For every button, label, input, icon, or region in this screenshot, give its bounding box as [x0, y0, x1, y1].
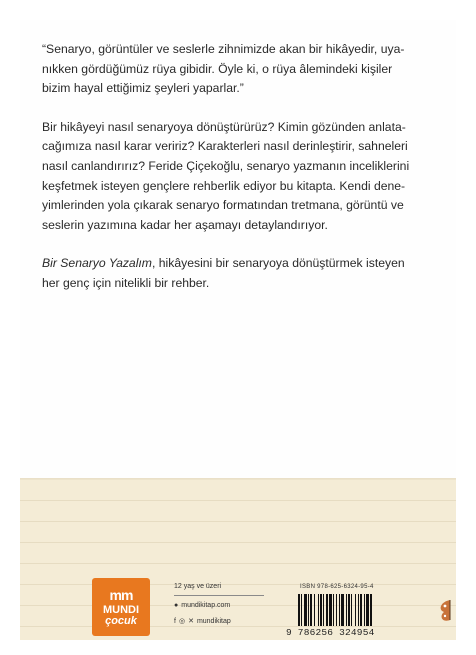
text-line: “Senaryo, görüntüler ve seslerle zihnimizde akan bir hikâyedir, uya- [42, 42, 405, 56]
barcode-bar [336, 594, 337, 626]
isbn-label: ISBN 978-625-6324-95-4 [300, 584, 374, 590]
text-line: Bir hikâyeyi nasıl senaryoya dönüştürürüz? Kimin gözünden anlata- [42, 119, 406, 134]
logo-sub: çocuk [105, 614, 137, 627]
barcode-bar [351, 594, 352, 626]
barcode-bar [318, 594, 319, 626]
social-row [174, 617, 264, 627]
text-line: cağımıza nasıl karar veririz? Karakterleri nasıl derinleştirir, sahneleri [42, 139, 408, 154]
logo-mark: mm [109, 586, 133, 603]
barcode-bar [346, 594, 347, 626]
website-text: mundikitap.com [181, 602, 231, 609]
barcode-bar [314, 594, 315, 626]
age-rating: 12 yaş ve üzeri [174, 582, 264, 596]
barcode-bar [320, 594, 322, 626]
barcode-bar [326, 594, 328, 626]
barcode-number: 9 786256 324954 [286, 627, 375, 638]
barcode-bar [310, 594, 312, 626]
barcode-bar [301, 594, 302, 626]
barcode-bar [341, 594, 344, 626]
text-line: her genç için nitelikli bir rehber. [42, 275, 210, 290]
website-row [174, 601, 264, 611]
barcode-bar [323, 594, 324, 626]
x-icon: ✕ [188, 618, 194, 625]
book-title: Bir Senaryo Yazalım [42, 256, 152, 271]
closing-text: , hikâyesini bir senaryoya dönüştürmek isteyen [151, 256, 405, 271]
barcode-bar [308, 594, 309, 626]
barcode-bar [298, 594, 300, 626]
barcode-bar [329, 594, 332, 626]
text-line [42, 254, 414, 274]
closing-paragraph [42, 254, 414, 293]
barcode [286, 580, 392, 638]
text-line: nasıl canlandırırız? Feride Çiçekoğlu, senaryo yazmanın inceliklerini [42, 158, 410, 173]
social-handle: mundikitap [196, 618, 231, 625]
barcode-bar [355, 594, 356, 626]
barcode-bar [333, 594, 334, 626]
text-line: nıkken gördüğümüz rüya gibidir. Öyle ki, o rüya âlemindeki kişiler [42, 61, 393, 76]
facebook-icon: f [174, 618, 176, 625]
publisher-info [174, 582, 264, 633]
text-line: keşfetmek isteyen gençlere rehberlik ediyor bu kitapta. Kendi dene- [42, 178, 406, 193]
text-line: seslerin yazımına kadar her aşamayı detaylandırıyor. [42, 217, 328, 232]
logo-name: MUNDI [102, 603, 140, 616]
barcode-bar [360, 594, 362, 626]
blurb [42, 40, 414, 313]
barcode-bars [298, 594, 390, 626]
text-line: bizim hayal ettiğimiz şeyleri yaparlar.” [42, 81, 244, 96]
text-line: yimlerinden yola çıkarak senaryo formatından tretmana, görüntü ve [42, 198, 404, 213]
barcode-bar [304, 594, 307, 626]
barcode-bar [339, 594, 340, 626]
barcode-bar [358, 594, 359, 626]
barcode-bar [366, 594, 369, 626]
butterfly-illustration [436, 596, 456, 624]
barcode-bar [370, 594, 372, 626]
barcode-bar [364, 594, 365, 626]
publisher-logo [92, 578, 150, 636]
barcode-bar [348, 594, 350, 626]
description-paragraph [42, 118, 414, 236]
quote-paragraph [42, 40, 414, 99]
globe-icon: ● [174, 602, 179, 609]
instagram-icon: ◎ [178, 618, 186, 625]
